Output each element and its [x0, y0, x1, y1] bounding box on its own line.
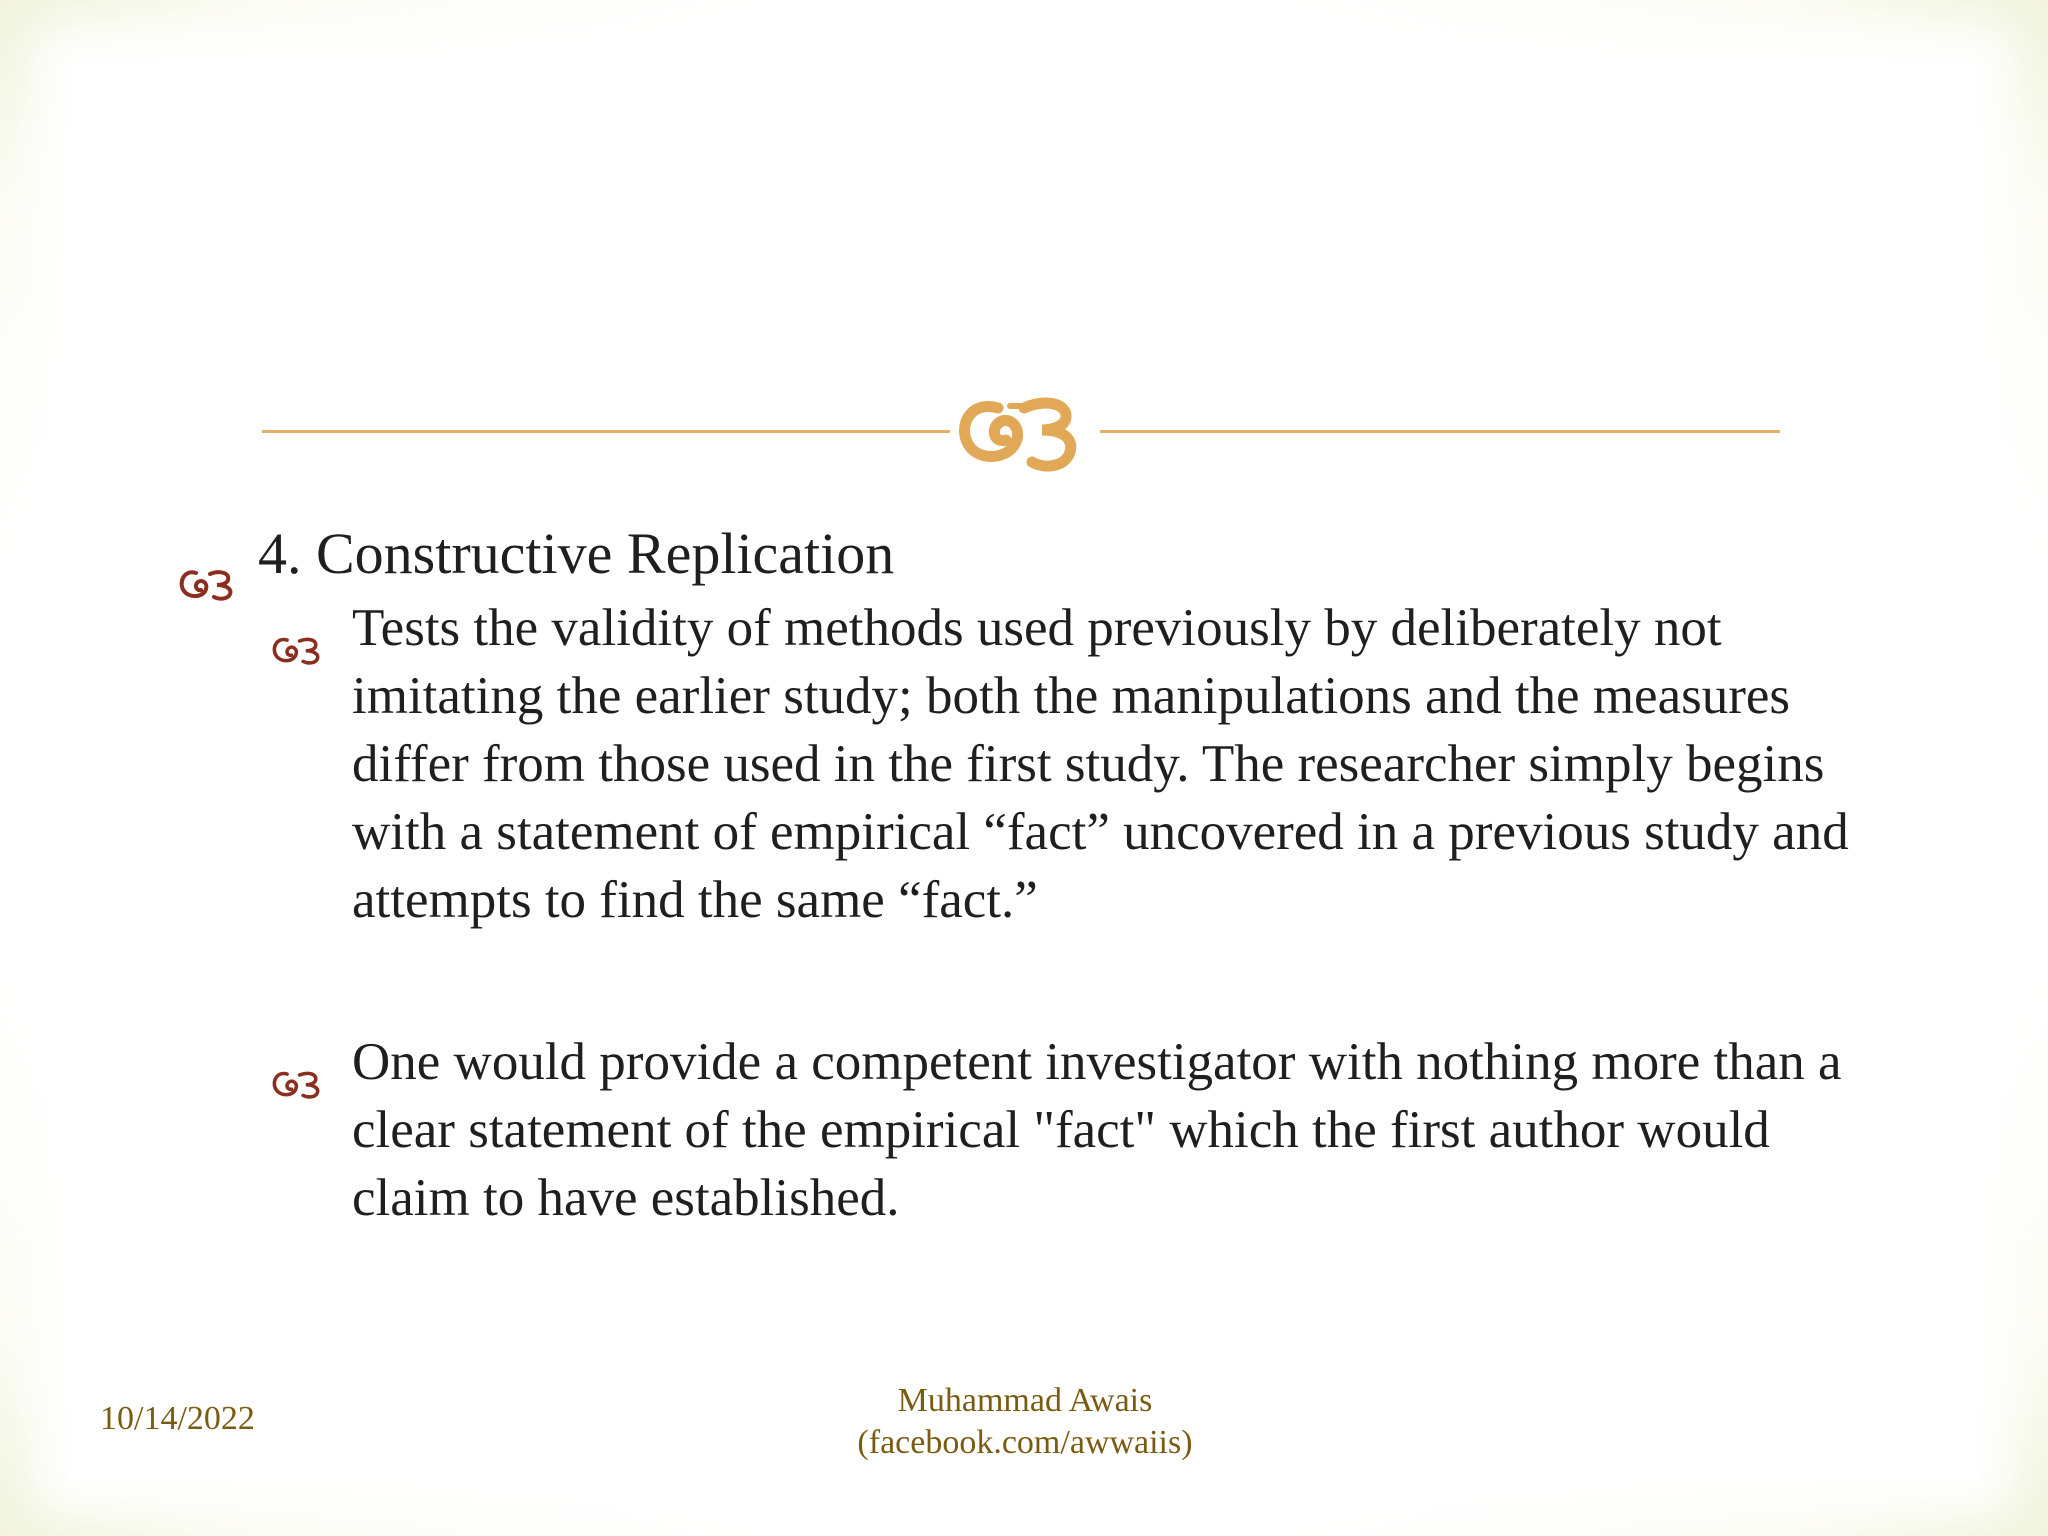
ornament-icon [950, 378, 1100, 478]
slide-heading: 4. Constructive Replication [258, 521, 895, 586]
bullet-item [352, 1028, 1870, 1232]
heading-item [170, 508, 1870, 600]
bullet-flourish-icon [176, 536, 236, 628]
bullet-flourish-icon [268, 614, 324, 682]
bullet-text: Tests the validity of methods used previously by deliberately not imitating the earlier study; both the manipulations and the measures differ from those used in the first study. The researcher simply begins with a statement of empirical “fact” uncovered in a previous study and attempts to find the same “fact.” [352, 599, 1849, 929]
bullet-item [352, 594, 1870, 934]
bullet-text: One would provide a competent investigator with nothing more than a clear statement of the empirical "fact" which the first author would claim to have established. [352, 1033, 1842, 1227]
bullet-flourish-icon [268, 1048, 324, 1116]
footer-credit [700, 1380, 1350, 1464]
slide-content [170, 508, 1870, 1232]
footer-date: 10/14/2022 [100, 1400, 255, 1437]
footer-link: (facebook.com/awwaiis) [857, 1424, 1193, 1461]
footer-author: Muhammad Awais [897, 1382, 1153, 1419]
